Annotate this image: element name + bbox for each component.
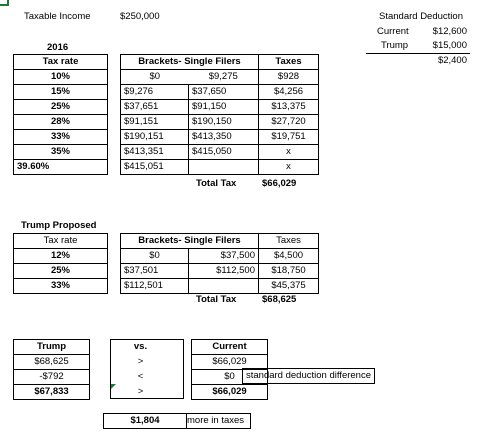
rate-cell[interactable]: 10% (14, 70, 108, 85)
rate-cell[interactable]: 35% (14, 145, 108, 160)
bracket-low-cell[interactable]: $91,151 (121, 115, 189, 130)
table-row (14, 160, 319, 175)
bracket-high-cell[interactable]: $37,650 (189, 85, 259, 100)
std-difference-value[interactable]: $2,400 (437, 55, 467, 66)
bracket-high-cell[interactable]: $415,050 (189, 145, 259, 160)
bracket-low-cell[interactable]: $37,651 (121, 100, 189, 115)
rate-cell[interactable]: 33% (14, 130, 108, 145)
rate-cell[interactable]: 25% (14, 264, 108, 279)
bracket-low-cell[interactable]: $415,051 (121, 160, 189, 175)
bracket-high-cell[interactable] (189, 160, 259, 175)
table-row (14, 130, 319, 145)
tax-cell[interactable]: $19,751 (259, 130, 319, 145)
standard-deduction-title[interactable]: Standard Deduction (379, 11, 463, 22)
bracket-high-cell[interactable] (189, 279, 259, 294)
table-header-row (14, 234, 319, 249)
total-tax-value[interactable]: $66,029 (262, 178, 297, 189)
bracket-high-cell[interactable]: $413,350 (189, 130, 259, 145)
comparison-current-cell[interactable]: $66,029 (192, 355, 268, 370)
trump-total-tax-value[interactable]: $68,625 (262, 294, 297, 305)
trump-tax-table (13, 233, 319, 294)
std-trump-value[interactable]: $15,000 (432, 40, 467, 51)
comparison-symbol-cell[interactable]: < (137, 371, 144, 382)
comparison-trump-cell[interactable]: $67,833 (14, 385, 90, 400)
rate-cell[interactable]: 25% (14, 100, 108, 115)
table-header-row (14, 55, 319, 70)
tax-cell[interactable]: x (259, 160, 319, 175)
rate-cell[interactable]: 39.60% (14, 160, 108, 175)
tax-cell[interactable]: $18,750 (259, 264, 319, 279)
bracket-low-cell[interactable]: $0 (121, 70, 189, 85)
tax-cell[interactable]: $13,375 (259, 100, 319, 115)
bracket-low-cell[interactable]: $9,276 (121, 85, 189, 100)
trump-total-tax-label[interactable]: Total Tax (196, 294, 237, 305)
bracket-high-cell[interactable]: $112,500 (189, 264, 259, 279)
table-row (14, 115, 319, 130)
table-row (14, 85, 319, 100)
table-row (14, 279, 319, 294)
bracket-high-cell[interactable]: $9,275 (189, 70, 259, 85)
vs-column-border (110, 339, 184, 399)
table-row (14, 264, 319, 279)
comparison-current-cell[interactable]: $0 (192, 370, 268, 385)
header-brackets[interactable]: Brackets- Single Filers (121, 55, 259, 70)
std-underline (366, 53, 470, 54)
rate-cell[interactable]: 12% (14, 249, 108, 264)
table-row (14, 145, 319, 160)
tax-cell[interactable]: $4,256 (259, 85, 319, 100)
std-trump-label[interactable]: Trump (381, 40, 409, 51)
comparison-trump-cell[interactable]: $68,625 (14, 355, 90, 370)
bracket-high-cell[interactable]: $91,150 (189, 100, 259, 115)
header-brackets[interactable]: Brackets- Single Filers (121, 234, 259, 249)
comparison-current-cell[interactable]: $66,029 (192, 385, 268, 400)
rate-cell[interactable]: 33% (14, 279, 108, 294)
cell-corner-indicator (0, 0, 10, 6)
taxable-income-value[interactable]: $250,000 (120, 11, 160, 22)
header-taxes[interactable]: Taxes (259, 55, 319, 70)
comparison-symbol-cell[interactable]: > (137, 386, 144, 397)
table-row (14, 70, 319, 85)
header-tax-rate[interactable]: Tax rate (14, 234, 108, 249)
std-current-value[interactable]: $12,600 (432, 26, 467, 37)
comparison-symbol-cell[interactable]: > (137, 356, 144, 367)
current-tax-table (13, 54, 319, 175)
tax-cell[interactable]: $4,500 (259, 249, 319, 264)
tax-cell[interactable]: $928 (259, 70, 319, 85)
trump-proposed-title[interactable]: Trump Proposed (21, 220, 97, 231)
header-tax-rate[interactable]: Tax rate (14, 55, 108, 70)
taxable-income-label[interactable]: Taxable Income (24, 11, 91, 22)
tax-cell[interactable]: $45,375 (259, 279, 319, 294)
bracket-low-cell[interactable]: $190,151 (121, 130, 189, 145)
total-tax-label[interactable]: Total Tax (196, 178, 237, 189)
tax-cell[interactable]: $27,720 (259, 115, 319, 130)
bracket-high-cell[interactable]: $190,150 (189, 115, 259, 130)
bracket-high-cell[interactable]: $37,500 (189, 249, 259, 264)
comparison-header-vs[interactable]: vs. (133, 341, 148, 352)
tax-cell[interactable]: x (259, 145, 319, 160)
year-label[interactable]: 2016 (47, 42, 69, 53)
table-row (14, 249, 319, 264)
std-deduction-difference-note[interactable]: standard deduction difference (242, 368, 375, 384)
rate-cell[interactable]: 15% (14, 85, 108, 100)
std-current-label[interactable]: Current (377, 26, 409, 37)
comparison-trump-cell[interactable]: -$792 (14, 370, 90, 385)
header-taxes[interactable]: Taxes (259, 234, 319, 249)
bracket-low-cell[interactable]: $112,501 (121, 279, 189, 294)
cell-error-indicator (111, 384, 116, 389)
rate-cell[interactable]: 28% (14, 115, 108, 130)
table-row (14, 100, 319, 115)
bracket-low-cell[interactable]: $37,501 (121, 264, 189, 279)
bracket-low-cell[interactable]: $0 (121, 249, 189, 264)
bracket-low-cell[interactable]: $413,351 (121, 145, 189, 160)
extra-tax-value[interactable]: $1,804 (103, 413, 187, 429)
comparison-header-current[interactable]: Current (192, 340, 268, 355)
more-in-taxes-note[interactable]: more in taxes (184, 413, 251, 429)
comparison-header-trump[interactable]: Trump (14, 340, 90, 355)
